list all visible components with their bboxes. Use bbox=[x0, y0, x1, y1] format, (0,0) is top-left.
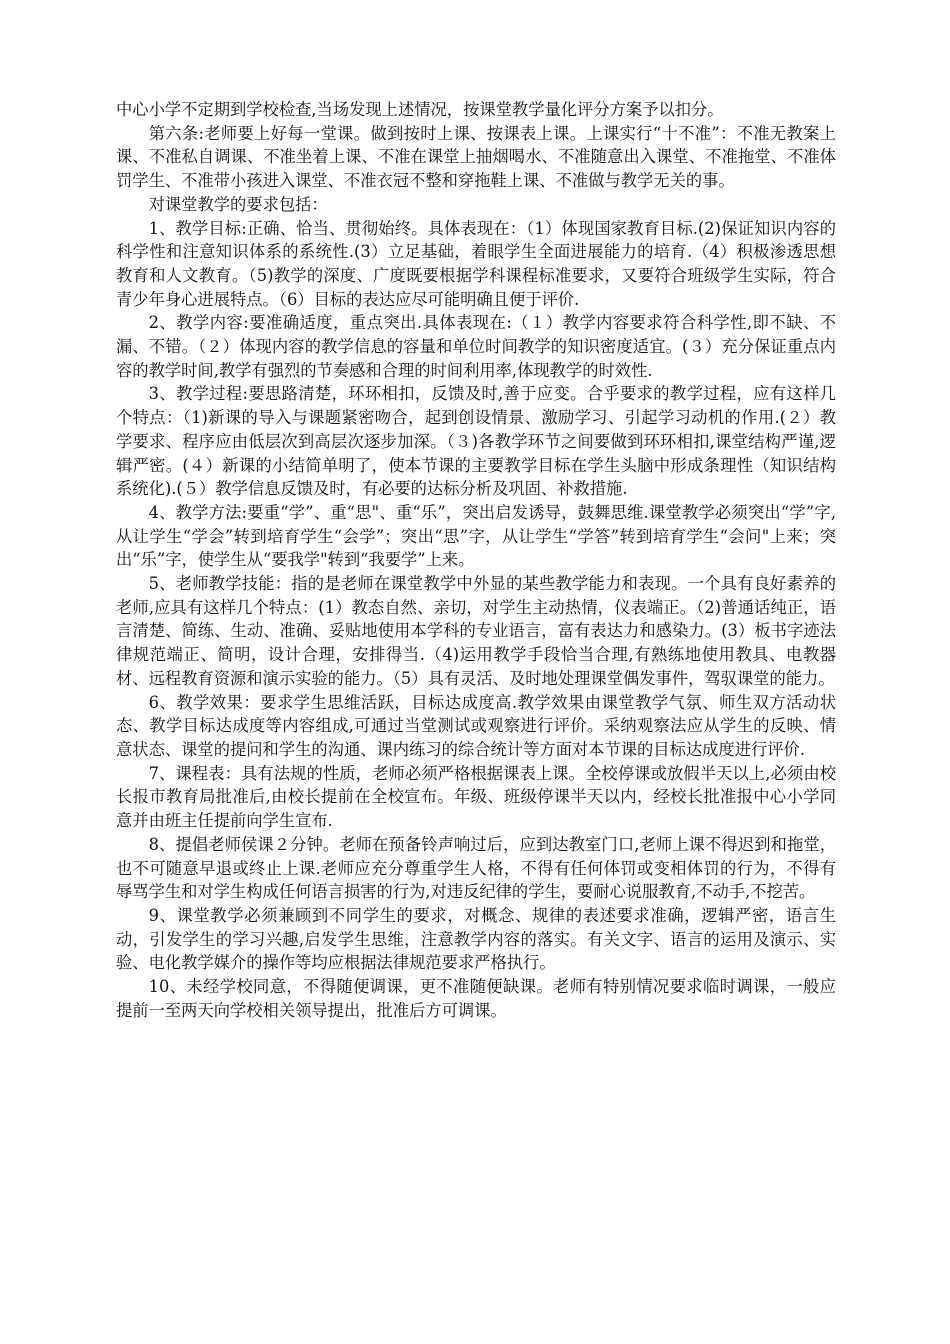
paragraph-item-4-teaching-methods: 4、教学方法:要重“学”、重“思"、重“乐”，突出启发诱导，鼓舞思维.课堂教学必须突出“学”字,从让学生“学会”转到培育学生“会学”；突出“思”字，从让学生“学答”转到培育学生“会问"上来；突出“乐”字，使学生从“要我学"转到“我要学”上来。 bbox=[116, 502, 836, 570]
paragraph-article-six: 第六条:老师要上好每一堂课。做到按时上课、按课表上课。上课实行“十不准”：不准无教案上课、不准私自调课、不准坐着上课、不准在课堂上抽烟喝水、不准随意出入课堂、不准拖堂、不准体罚学生、不准带小孩进入课堂、不准衣冠不整和穿拖鞋上课、不准做与教学无关的事。 bbox=[116, 123, 836, 191]
paragraph-item-7-timetable: 7、课程表：具有法规的性质，老师必须严格根据课表上课。全校停课或放假半天以上,必须由校长报市教育局批准后,由校长提前在全校宣布。年级、班级停课半天以内，经校长批准报中心小学同意并由班主任提前向学生宣布. bbox=[116, 763, 836, 831]
paragraph-item-6-teaching-effect: 6、教学效果：要求学生思维活跃，目标达成度高.教学效果由课堂教学气氛、师生双方活动状态、教学目标达成度等内容组成,可通过当堂测试或观察进行评价。采纳观察法应从学生的反映、情意状态、课堂的提问和学生的沟通、课内练习的综合统计等方面对本节课的目标达成度进行评价. bbox=[116, 692, 836, 759]
paragraph-item-3-teaching-process: 3、教学过程:要思路清楚，环环相扣，反馈及时,善于应变。合乎要求的教学过程，应有这样几个特点：（1)新课的导入与课题紧密吻合，起到创设情景、激励学习、引起学习动机的作用.(２）教学要求、程序应由低层次到高层次逐步加深。（３)各教学环节之间要做到环环相扣,课堂结构严谨,逻辑严密。(４）新课的小结简单明了，使本节课的主要教学目标在学生头脑中形成条理性（知识结构系统化).(５）教学信息反馈及时，有必要的达标分析及巩固、补救措施. bbox=[116, 384, 836, 499]
paragraph-item-2-teaching-content: 2、教学内容:要准确适度，重点突出.具体表现在:（１）教学内容要求符合科学性,即不缺、不漏、不错。（２）体现内容的教学信息的容量和单位时间教学的知识密度适宜。(３）充分保证重点内容的教学时间,教学有强烈的节奏感和合理的时间利用率,体现教学的时效性. bbox=[116, 313, 836, 380]
paragraph-item-1-teaching-goals: 1、教学目标:正确、恰当、贯彻始终。具体表现在：（1）体现国家教育目标.(2)保证知识内容的科学性和注意知识体系的系统性.(3）立足基础，着眼学生全面进展能力的培育.（4）积极渗透思想教育和人文教育。（5)教学的深度、广度既要根据学科课程标准要求，又要符合班级学生实际，符合青少年身心进展特点。（6）目标的表达应尽可能明确且便于评价. bbox=[116, 218, 836, 309]
paragraph-item-9-student-needs: 9、课堂教学必须兼顾到不同学生的要求，对概念、规律的表述要求准确，逻辑严密，语言生动，引发学生的学习兴趣,启发学生思维，注意教学内容的落实。有关文字、语言的运用及演示、实验、电化教学媒介的操作等均应根据法律规范要求严格执行。 bbox=[116, 905, 836, 973]
paragraph-item-5-teacher-skills: 5、老师教学技能：指的是老师在课堂教学中外显的某些教学能力和表现。一个具有良好素养的老师,应具有这样几个特点：(1）教态自然、亲切，对学生主动热情，仪表端正。（2)普通话纯正，语言清楚、简练、生动、准确、妥贴地使用本学科的专业语言，富有表达力和感染力。(3）板书字迹法律规范端正、简明，设计合理，安排得当.（4)运用教学手段恰当合理,有熟练地使用教具、电教器材、远程教育资源和演示实验的能力。（5）具有灵活、及时地处理课堂偶发事件，驾驭课堂的能力。 bbox=[116, 574, 836, 688]
paragraph-item-8-waiting-for-class: 8、提倡老师侯课２分钟。老师在预备铃声响过后，应到达教室门口,老师上课不得迟到和拖堂，也不可随意早退或终止上课.老师应充分尊重学生人格，不得有任何体罚或变相体罚的行为，不得有辱骂学生和对学生构成任何语言损害的行为,对违反纪律的学生，要耐心说服教育,不动手,不挖苦。 bbox=[116, 834, 836, 902]
document-page bbox=[116, 98, 836, 1022]
paragraph-item-10-class-changes: 10、未经学校同意，不得随便调课，更不准随便缺课。老师有特别情况要求临时调课，一般应提前一至两天向学校相关领导提出，批准后方可调课。 bbox=[116, 977, 836, 1020]
paragraph-requirements-intro: 对课堂教学的要求包括： bbox=[148, 194, 328, 214]
paragraph-continuation: 中心小学不定期到学校检查,当场发现上述情况，按课堂教学量化评分方案予以扣分。 bbox=[116, 100, 724, 119]
